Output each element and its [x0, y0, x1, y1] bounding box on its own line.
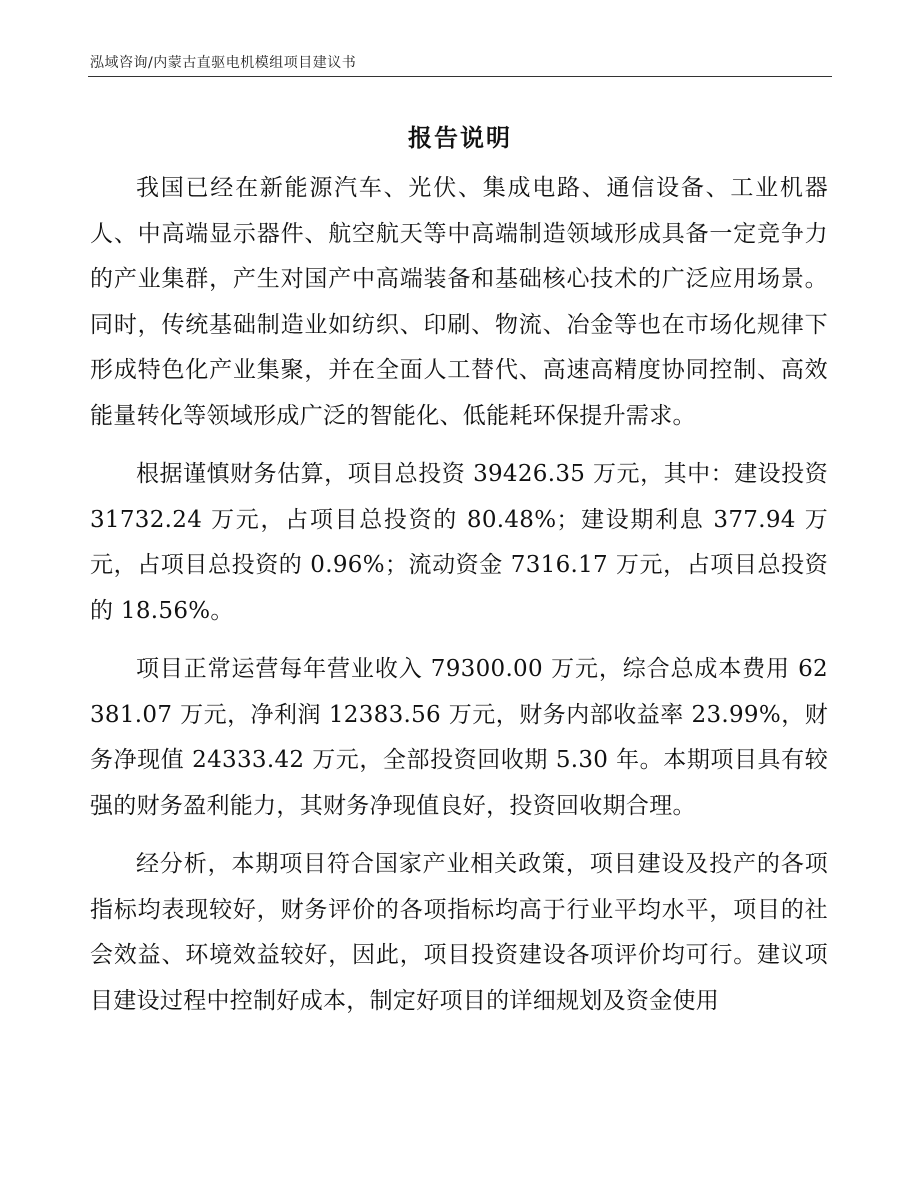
section-title: 报告说明 [408, 124, 512, 152]
paragraph-conclusion: 经分析，本期项目符合国家产业相关政策，项目建设及投产的各项指标均表现较好，财务评价的各项指标均高于行业平均水平，项目的社会效益、环境效益较好，因此，项目投资建设各项评价均可行。建议项目建设过程中控制好成本，制定好项目的详细规划及资金使用 [90, 851, 828, 1014]
paragraph-investment: 根据谨慎财务估算，项目总投资 39426.35 万元，其中：建设投资 31732.24 万元，占项目总投资的 80.48%；建设期利息 377.94 万元，占项目总投资的 0.96%；流动资金 7316.17 万元，占项目总投资的 18.56%。 [90, 461, 828, 624]
running-header: 泓域咨询/内蒙古直驱电机模组项目建议书 [90, 55, 357, 71]
paragraph-revenue: 项目正常运营每年营业收入 79300.00 万元，综合总成本费用 62381.07 万元，净利润 12383.56 万元，财务内部收益率 23.99%，财务净现值 24333.42 万元，全部投资回收期 5.30 年。本期项目具有较强的财务盈利能力，其财务净现值良好，投资回收期合理。 [90, 656, 828, 819]
document-body [90, 166, 828, 1037]
paragraph-industry: 我国已经在新能源汽车、光伏、集成电路、通信设备、工业机器人、中高端显示器件、航空航天等中高端制造领域形成具备一定竞争力的产业集群，产生对国产中高端装备和基础核心技术的广泛应用场景。同时，传统基础制造业如纺织、印刷、物流、冶金等也在市场化规律下形成特色化产业集聚，并在全面人工替代、高速高精度协同控制、高效能量转化等领域形成广泛的智能化、低能耗环保提升需求。 [90, 175, 828, 429]
header-divider [88, 76, 832, 77]
